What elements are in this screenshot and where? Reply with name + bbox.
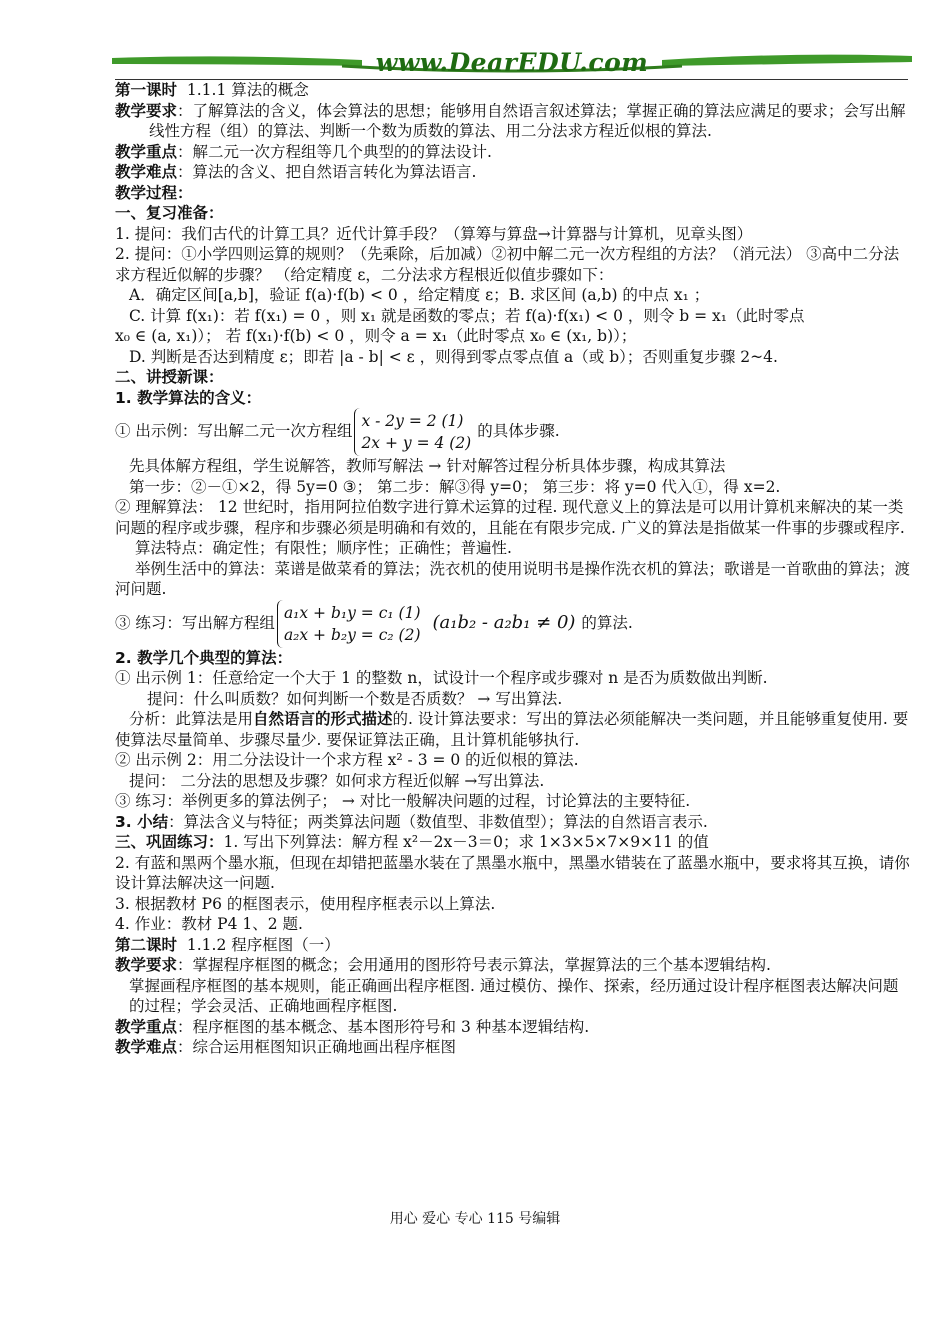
lesson2-title: 第二课时 1.1.2 程序框图（一） [115,935,340,954]
site-banner [112,44,912,80]
site-url: www.DearEDU.com [375,48,649,77]
lesson1-title: 第一课时 1.1.1 算法的概念 [115,81,309,99]
algorithm-features: 算法特点：确定性；有限性；顺序性；正确性；普遍性. [135,539,512,557]
section-review-heading: 一、复习准备： [115,204,224,222]
lesson2-requirements-2: 掌握画程序框图的基本规则，能正确画出程序框图. 通过模仿、操作、探索，经历通过设计程序框图表达解决问题的过程；学会灵活、正确地画程序框图. [129,976,899,1015]
bisection-step-c1: C. 计算 f(x₁)：若 f(x₁) = 0 ，则 x₁ 就是函数的零点；若 f(a)·f(x₁) < 0 ，则令 b = x₁（此时零点 [129,306,805,325]
subsection-meaning-heading: 1. 教学算法的含义： [115,388,262,407]
practice-2: 2. 有蓝和黑两个墨水瓶，但现在却错把蓝墨水装在了黑墨水瓶中，黑墨水错装在了蓝墨水瓶中，要求将其互换，请你设计算法解决这一问题. [115,853,910,892]
equation-system-2: a₁x + b₁y = c₁ (1) a₂x + b₂y = c₂ (2) [277,600,425,648]
lesson-document [115,80,910,1058]
typical-exercise: ③ 练习：举例更多的算法例子； → 对比一般解决问题的过程，讨论算法的主要特征. [115,792,691,810]
equation-system-1: x - 2y = 2 (1) 2x + y = 4 (2) [354,408,475,456]
review-question-1: 1. 提问：我们古代的计算工具？近代计算手段？（算筹与算盘→计算器与计算机，见章头图） [115,224,753,243]
practice-4: 4. 作业：教材 P4 1、2 题. [115,915,303,933]
practice-3: 3. 根据教材 P6 的框图表示，使用程序框表示以上算法. [115,894,496,913]
understand-algorithm: ② 理解算法： 12 世纪时，指用阿拉伯数字进行算术运算的过程. 现代意义上的算法是可以用计算机来解决的某一类问题的程序或步骤，程序和步骤必须是明确和有效的，且能在有限步完成. 广义的算法是指做某一件事的步骤或程序. [115,498,905,537]
page-footer: 用心 爱心 专心 115 号编辑 [389,1211,561,1227]
section-new-lesson-heading: 二、讲授新课： [115,368,224,386]
summary: 3. 小结：算法含义与特征；两类算法问题（数值型、非数值型）；算法的自然语言表示. [115,812,708,831]
exercise-system: ③ 练习：写出解方程组 a₁x + b₁y = c₁ (1) a₂x + b₂y = c₂ (2) (a₁b₂ - a₂b₁ ≠ 0) 的算法. [115,600,910,648]
lesson1-requirements: 教学要求：了解算法的含义，体会算法的思想；能够用自然语言叙述算法；掌握正确的算法应满足的要求；会写出解线性方程（组）的算法、判断一个数为质数的算法、用二分法求方程近似根的算法. [115,101,906,140]
lesson2-difficulties: 教学难点：综合运用框图知识正确地画出程序框图 [115,1038,457,1056]
typical-example-2-question: 提问： 二分法的思想及步骤？如何求方程近似解 →写出算法. [129,771,545,790]
example-1-explanation: 先具体解方程组，学生说解答，教师写解法 → 针对解答过程分析具体步骤，构成其算法 [129,457,726,475]
review-question-2: 2. 提问：①小学四则运算的规则？（先乘除，后加减）②初中解二元一次方程组的方法？（消元法） ③高中二分法求方程近似解的步骤？ （给定精度 ε，二分法求方程根近似值步骤如下： [115,245,900,284]
practice-1: 三、巩固练习：1. 写出下列算法：解方程 x²－2x－3＝0；求 1×3×5×7×9×11 的值 [115,833,709,851]
lesson2-key-points: 教学重点：程序框图的基本概念、基本图形符号和 3 种基本逻辑结构. [115,1017,590,1036]
lesson1-key-points: 教学重点：解二元一次方程组等几个典型的的算法设计. [115,142,492,161]
process-heading: 教学过程： [115,183,193,202]
bisection-step-a: A．确定区间[a,b]，验证 f(a)·f(b) < 0 ，给定精度 ε；B. 求区间 (a,b) 的中点 x₁ ； [129,286,710,304]
subsection-typical-heading: 2. 教学几个典型的算法： [115,648,293,667]
life-examples: 举例生活中的算法：菜谱是做菜肴的算法；洗衣机的使用说明书是操作洗衣机的算法；歌谱是一首歌曲的算法；渡河问题. [115,559,911,598]
typical-example-1: ① 出示例 1：任意给定一个大于 1 的整数 n，试设计一个程序或步骤对 n 是否为质数做出判断. [115,669,768,687]
bisection-step-c2: x₀ ∈ (a, x₁)）； 若 f(x₁)·f(b) < 0 ，则令 a = x₁（此时零点 x₀ ∈ (x₁, b)）； [115,327,637,345]
analysis-paragraph: 分析：此算法是用自然语言的形式描述的. 设计算法要求：写出的算法必须能解决一类问题，并且能够重复使用. 要使算法尽量简单、步骤尽量少. 要保证算法正确，且计算机能够执行. [115,710,909,749]
lesson1-difficulties: 教学难点：算法的含义、把自然语言转化为算法语言. [115,163,477,181]
typical-example-1-question: 提问：什么叫质数？如何判断一个数是否质数？ → 写出算法. [147,689,563,708]
example-1-steps: 第一步：②－①×2，得 5y=0 ③； 第二步：解③得 y=0； 第三步：将 y=0 代入①，得 x=2. [129,477,781,496]
lesson2-requirements: 教学要求：掌握程序框图的概念；会用通用的图形符号表示算法，掌握算法的三个基本逻辑结构. [115,956,771,974]
typical-example-2: ② 出示例 2：用二分法设计一个求方程 x² - 3 = 0 的近似根的算法. [115,751,579,769]
example-1-system: ① 出示例：写出解二元一次方程组 x - 2y = 2 (1) 2x + y = 4 (2) 的具体步骤. [115,408,910,456]
bisection-step-d: D. 判断是否达到精度 ε；即若 |a - b| < ε ，则得到零点零点值 a（或 b）；否则重复步骤 2~4. [129,347,778,366]
